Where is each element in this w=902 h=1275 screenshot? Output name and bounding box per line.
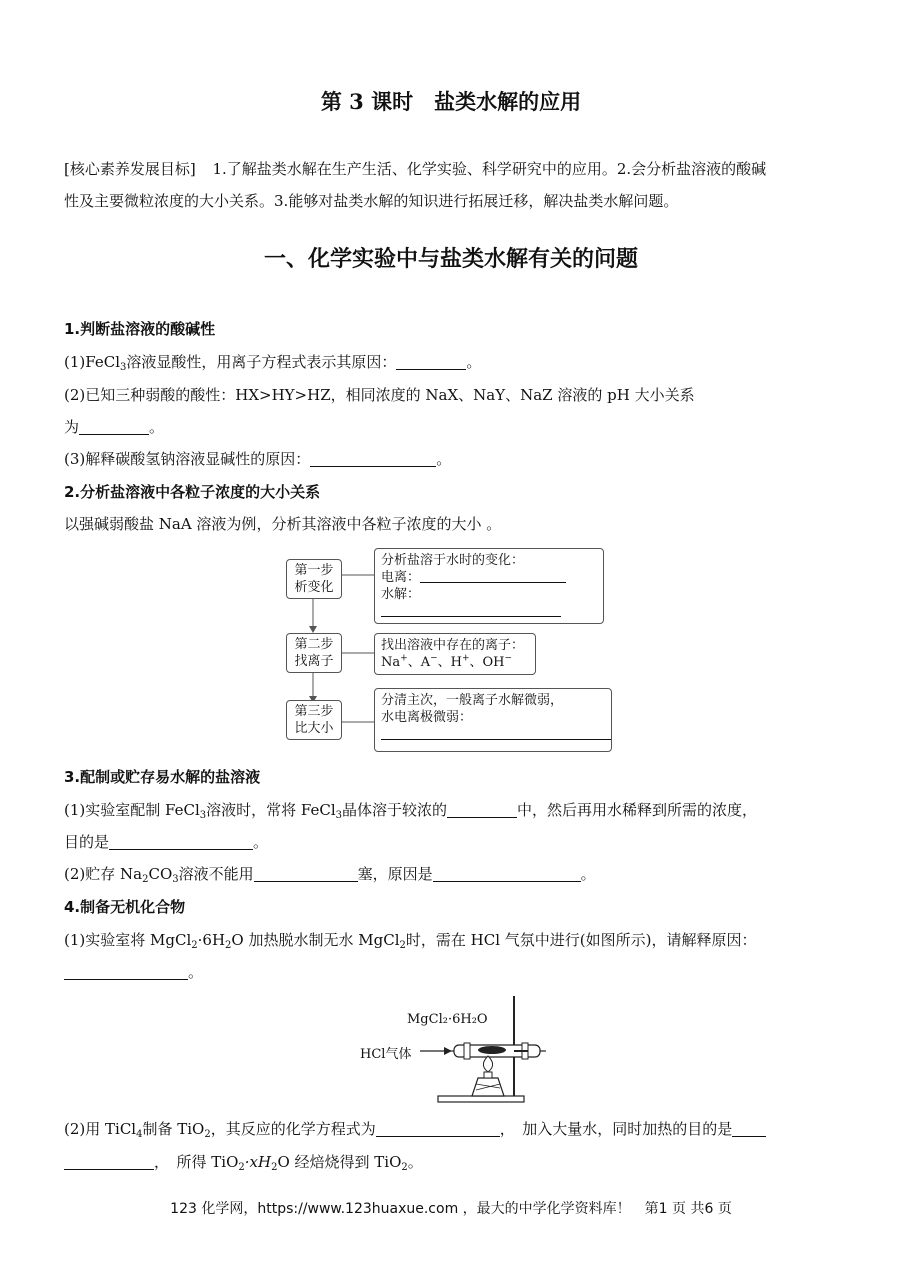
q4-p2-d: ， 加入大量水，同时加热的目的是 <box>499 1120 733 1138</box>
ion-oh: 、OH <box>469 655 505 670</box>
flow-step-2 <box>286 633 342 673</box>
charge: − <box>504 653 513 664</box>
sub-3: 3 <box>120 362 127 373</box>
step-2-label: 第二步 <box>294 637 334 652</box>
sub-2: 2 <box>271 1162 278 1173</box>
step-2-action: 找离子 <box>294 654 334 669</box>
section-title: 一、化学实验中与盐类水解有关的问题 <box>263 247 638 272</box>
q4-p2-e: ， 所得 TiO <box>154 1153 239 1171</box>
period: 。 <box>253 833 269 851</box>
q1-part3-text: (3)解释碳酸氢钠溶液显碱性的原因： <box>64 450 311 468</box>
sub-2: 2 <box>204 1129 211 1140</box>
detail-2-line-1: 找出溶液中存在的离子： <box>381 638 525 653</box>
q3-p2-d: 塞，原因是 <box>357 865 433 883</box>
ion-a: 、A <box>407 655 431 670</box>
intro-tag: [核心素养发展目标] <box>64 160 196 178</box>
answer-blank[interactable] <box>109 833 253 850</box>
q3-part1-line1 <box>64 799 757 820</box>
answer-blank[interactable] <box>396 353 466 370</box>
q1-part2-line2 <box>64 416 164 437</box>
q1-part3 <box>64 448 451 469</box>
period: 。 <box>580 865 596 883</box>
sub-3: 3 <box>172 874 179 885</box>
q4-p1-b: ·6H <box>197 931 226 949</box>
gas-label: HCl气体 <box>360 1047 412 1062</box>
sub-3: 3 <box>335 810 343 821</box>
answer-blank[interactable] <box>447 801 517 818</box>
q4-part2-line2 <box>64 1151 423 1172</box>
charge: + <box>461 653 470 664</box>
q4-p1-c: O 加热脱水制无水 MgCl <box>231 931 400 949</box>
sub-2: 2 <box>399 940 406 951</box>
flow-step-1 <box>286 559 342 599</box>
flow-detail-2 <box>374 633 536 675</box>
answer-blank[interactable] <box>310 450 436 467</box>
apparatus-illustration <box>410 992 550 1108</box>
q4-p2-f: ·xH <box>244 1153 272 1171</box>
q4-p1-d: 时，需在 HCl 气氛中进行(如图所示)，请解释原因： <box>405 931 757 949</box>
q4-part2-line1 <box>64 1118 766 1139</box>
step-1-label: 第一步 <box>294 563 334 578</box>
q3-heading: 3.配制或贮存易水解的盐溶液 <box>64 768 261 786</box>
sub-2: 2 <box>142 874 149 885</box>
q1-part1-a: (1)FeCl <box>64 353 120 371</box>
q2-heading: 2.分析盐溶液中各粒子浓度的大小关系 <box>64 483 321 501</box>
q1-part2-line1: (2)已知三种弱酸的酸性：HX>HY>HZ，相同浓度的 NaX、NaY、NaZ 溶液的 pH 大小关系 <box>64 386 695 404</box>
answer-blank[interactable] <box>376 1120 500 1137</box>
flow-detail-1 <box>374 548 604 624</box>
period: 。 <box>466 353 482 371</box>
q3-p1-a: (1)实验室配制 FeCl <box>64 801 200 819</box>
step-3-action: 比大小 <box>294 721 334 736</box>
q1-part1 <box>64 351 481 372</box>
q4-p2-c: ，其反应的化学方程式为 <box>210 1120 376 1138</box>
q3-part2 <box>64 863 596 884</box>
intro-line-1 <box>64 158 766 179</box>
period: 。 <box>436 450 452 468</box>
ion-na: Na <box>381 655 401 670</box>
q3-p2-b: CO <box>148 865 173 883</box>
q3-part1-line2 <box>64 831 268 852</box>
q4-heading: 4.制备无机化合物 <box>64 898 186 916</box>
detail-1-line-1: 分析盐溶于水时的变化： <box>381 553 525 568</box>
sub-3: 3 <box>199 810 207 821</box>
detail-3-line-1: 分清主次，一般离子水解微弱， <box>381 693 564 708</box>
q4-p1-a: (1)实验室将 MgCl <box>64 931 192 949</box>
q1-part1-b: 溶液显酸性，用离子方程式表示其原因： <box>126 353 397 371</box>
flow-detail-3 <box>374 688 612 752</box>
q3-p1-purpose: 目的是 <box>64 833 110 851</box>
answer-blank[interactable] <box>732 1120 766 1137</box>
detail-3-line-2: 水电离极微弱： <box>381 710 473 725</box>
sub-2: 2 <box>191 940 198 951</box>
ion-h: 、H <box>437 655 462 670</box>
detail-1-hydrolysis: 水解： <box>381 587 421 602</box>
detail-1-ionization: 电离： <box>381 570 421 585</box>
intro-line-2: 性及主要微粒浓度的大小关系。3.能够对盐类水解的知识进行拓展迁移，解决盐类水解问题。 <box>64 192 679 210</box>
q4-p2-a: (2)用 TiCl <box>64 1120 137 1138</box>
q4-part1-answer <box>64 961 203 982</box>
step-3-label: 第三步 <box>294 704 334 719</box>
sub-4: 4 <box>136 1129 143 1140</box>
apparatus-label: MgCl₂·6H₂O <box>407 1012 488 1027</box>
q1-part2-prefix: 为 <box>64 418 80 436</box>
step-1-action: 析变化 <box>294 580 334 595</box>
answer-blank[interactable] <box>79 418 149 435</box>
q3-p2-a: (2)贮存 Na <box>64 865 143 883</box>
q4-p2-b: 制备 TiO <box>142 1120 205 1138</box>
flow-step-3 <box>286 700 342 740</box>
intro-text-1: 1.了解盐类水解在生产生活、化学实验、科学研究中的应用。2.会分析盐溶液的酸碱 <box>212 160 767 178</box>
page-title: 第 3 课时 盐类水解的应用 <box>320 89 582 114</box>
q2-text: 以强碱弱酸盐 NaA 溶液为例，分析其溶液中各粒子浓度的大小 。 <box>64 515 502 533</box>
q4-p2-g: O 经焙烧得到 TiO <box>277 1153 402 1171</box>
q3-p1-b: 溶液时，常将 FeCl <box>206 801 336 819</box>
answer-blank[interactable] <box>433 865 581 882</box>
sub-2: 2 <box>238 1162 245 1173</box>
answer-blank[interactable] <box>64 963 188 980</box>
period: 。 <box>149 418 165 436</box>
q3-p1-c: 晶体溶于较浓的 <box>342 801 448 819</box>
q3-p2-c: 溶液不能用 <box>178 865 254 883</box>
answer-blank[interactable] <box>64 1153 154 1170</box>
answer-blank[interactable] <box>254 865 358 882</box>
q1-heading: 1.判断盐溶液的酸碱性 <box>64 320 216 338</box>
page-footer: 123 化学网，https://www.123huaxue.com ，最大的中学化学资料库！ 第1 页 共6 页 <box>170 1201 732 1217</box>
charge: − <box>430 653 438 664</box>
answer-blank[interactable] <box>381 727 611 740</box>
sub-2: 2 <box>225 940 232 951</box>
charge: + <box>400 653 408 664</box>
q3-p1-d: 中，然后再用水稀释到所需的浓度， <box>517 801 758 819</box>
answer-blank[interactable] <box>420 570 566 583</box>
answer-blank[interactable] <box>381 604 561 617</box>
q4-part1 <box>64 929 756 950</box>
sub-2: 2 <box>401 1162 408 1173</box>
period: 。 <box>407 1153 423 1171</box>
period: 。 <box>188 963 204 981</box>
ion-list <box>381 654 529 671</box>
